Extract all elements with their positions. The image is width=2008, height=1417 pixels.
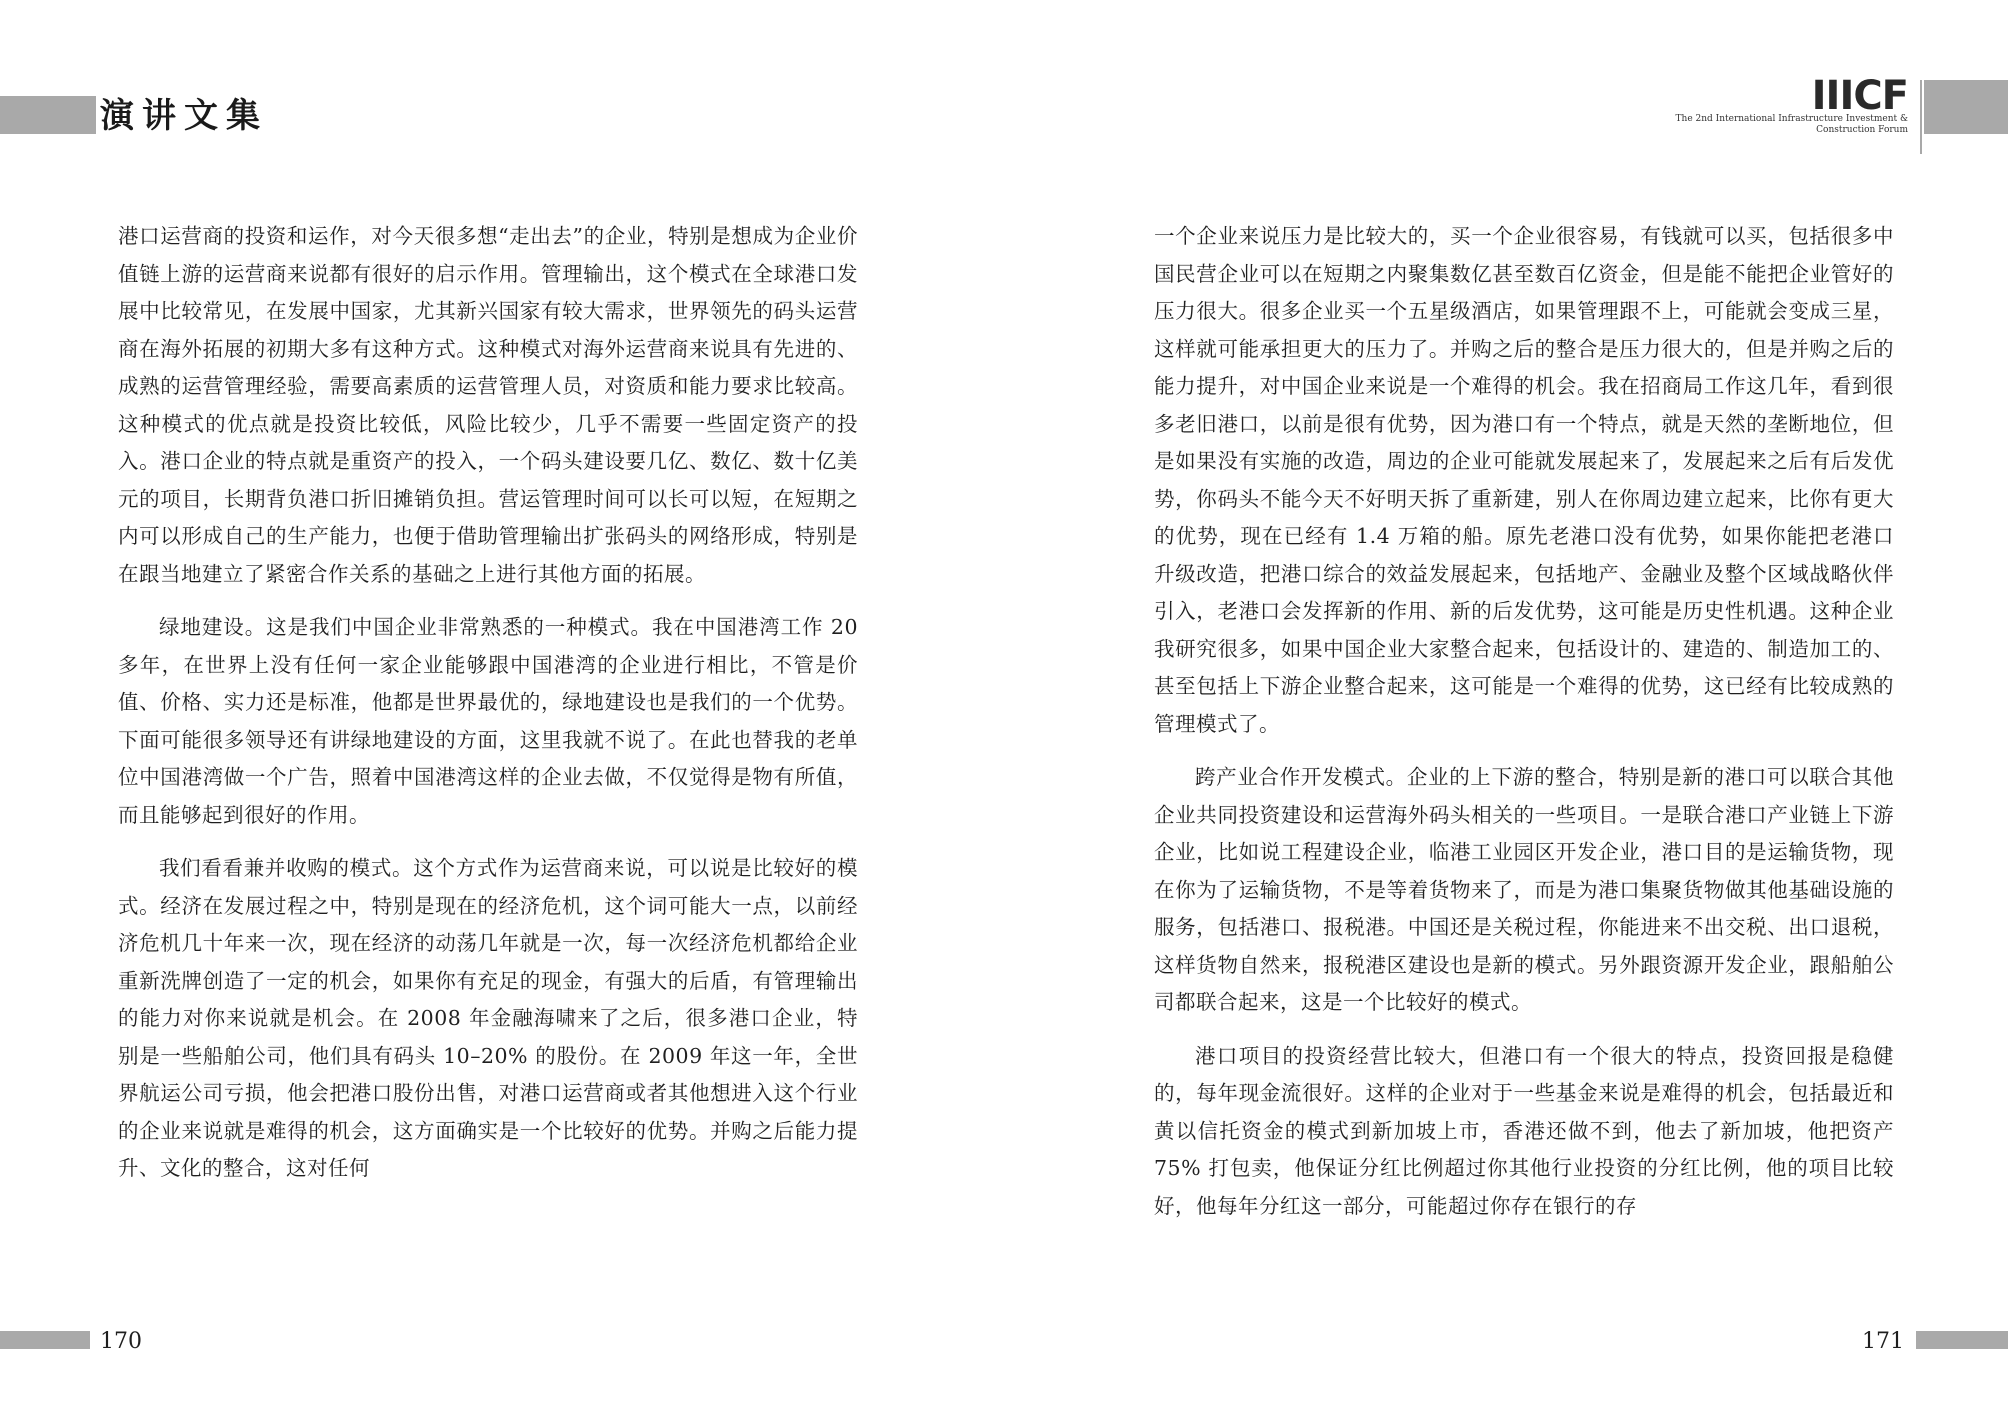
paragraph: 跨产业合作开发模式。企业的上下游的整合，特别是新的港口可以联合其他企业共同投资建设和运营海外码头相关的一些项目。一是联合港口产业链上下游企业，比如说工程建设企业，临港工业园区开发企业，港口目的是运输货物，现在你为了运输货物，不是等着货物来了，而是为港口集聚货物做其他基础设施的服务，包括港口、报税港。中国还是关税过程，你能进来不出交税、出口退税，这样货物自然来，报税港区建设也是新的模式。另外跟资源开发企业，跟船舶公司都联合起来，这是一个比较好的模式。	[1154, 765, 1894, 1014]
iiicf-logo: IIICF	[1811, 73, 1908, 119]
paragraph: 港口项目的投资经营比较大，但港口有一个很大的特点，投资回报是稳健的，每年现金流很好。这样的企业对于一些基金来说是难得的机会，包括最近和黄以信托资金的模式到新加坡上市，香港还做不到，他去了新加坡，他把资产 75% 打包卖，他保证分红比例超过你其他行业投资的分红比例，他的项目比较好，他每年分红这一部分，可能超过你存在银行的存	[1154, 1043, 1894, 1218]
forum-subtitle	[1588, 114, 1908, 136]
page-number-left: 170	[100, 1329, 142, 1354]
header-band-right	[1924, 80, 2008, 134]
paragraph: 我们看看兼并收购的模式。这个方式作为运营商来说，可以说是比较好的模式。经济在发展过程之中，特别是现在的经济危机，这个词可能大一点，以前经济危机几十年来一次，现在经济的动荡几年就是一次，每一次经济危机都给企业重新洗牌创造了一定的机会，如果你有充足的现金，有强大的后盾，有管理输出的能力对你来说就是机会。在 2008 年金融海啸来了之后，很多港口企业，特别是一些船舶公司，他们具有码头 10–20% 的股份。在 2009 年这一年，全世界航运公司亏损，他会把港口股份出售，对港口运营商或者其他想进入这个行业的企业来说就是难得的机会，这方面确实是一个比较好的优势。并购之后能力提升、文化的整合，这对任何	[118, 856, 858, 1180]
forum-subtitle-line2: Construction Forum	[1816, 125, 1908, 135]
paragraph: 绿地建设。这是我们中国企业非常熟悉的一种模式。我在中国港湾工作 20 多年，在世界上没有任何一家企业能够跟中国港湾的企业进行相比，不管是价值、价格、实力还是标准，他都是世界最优的，绿地建设也是我们的一个优势。下面可能很多领导还有讲绿地建设的方面，这里我就不说了。在此也替我的老单位中国港湾做一个广告，照着中国港湾这样的企业去做，不仅觉得是物有所值，而且能够起到很好的作用。	[118, 615, 858, 827]
right-page	[1004, 0, 2008, 1417]
section-title: 演讲文集	[96, 94, 274, 138]
paragraph: 一个企业来说压力是比较大的，买一个企业很容易，有钱就可以买，包括很多中国民营企业可以在短期之内聚集数亿甚至数百亿资金，但是能不能把企业管好的压力很大。很多企业买一个五星级酒店，如果管理跟不上，可能就会变成三星，这样就可能承担更大的压力了。并购之后的整合是压力很大的，但是并购之后的能力提升，对中国企业来说是一个难得的机会。我在招商局工作这几年，看到很多老旧港口，以前是很有优势，因为港口有一个特点，就是天然的垄断地位，但是如果没有实施的改造，周边的企业可能就发展起来了，发展起来之后有后发优势，你码头不能今天不好明天拆了重新建，别人在你周边建立起来，比你有更大的优势，现在已经有 1.4 万箱的船。原先老港口没有优势，如果你能把老港口升级改造，把港口综合的效益发展起来，包括地产、金融业及整个区域战略伙伴引入，老港口会发挥新的作用、新的后发优势，这可能是历史性机遇。这种企业我研究很多，如果中国企业大家整合起来，包括设计的、建造的、制造加工的、甚至包括上下游企业整合起来，这可能是一个难得的优势，这已经有比较成熟的管理模式了。	[1154, 224, 1894, 736]
footer-band-left	[0, 1331, 90, 1349]
header-divider	[1920, 80, 1922, 154]
left-page-body	[118, 218, 858, 1204]
page-number-right: 171	[1862, 1329, 1904, 1354]
paragraph: 港口运营商的投资和运作，对今天很多想“走出去”的企业，特别是想成为企业价值链上游的运营商来说都有很好的启示作用。管理输出，这个模式在全球港口发展中比较常见，在发展中国家，尤其新兴国家有较大需求，世界领先的码头运营商在海外拓展的初期大多有这种方式。这种模式对海外运营商来说具有先进的、成熟的运营管理经验，需要高素质的运营管理人员，对资质和能力要求比较高。这种模式的优点就是投资比较低，风险比较少，几乎不需要一些固定资产的投入。港口企业的特点就是重资产的投入，一个码头建设要几亿、数亿、数十亿美元的项目，长期背负港口折旧摊销负担。营运管理时间可以长可以短，在短期之内可以形成自己的生产能力，也便于借助管理输出扩张码头的网络形成，特别是在跟当地建立了紧密合作关系的基础之上进行其他方面的拓展。	[118, 224, 858, 586]
right-page-body	[1154, 218, 1894, 1241]
footer-band-right	[1916, 1331, 2008, 1349]
forum-subtitle-line1: The 2nd International Infrastructure Investment &	[1675, 114, 1908, 124]
